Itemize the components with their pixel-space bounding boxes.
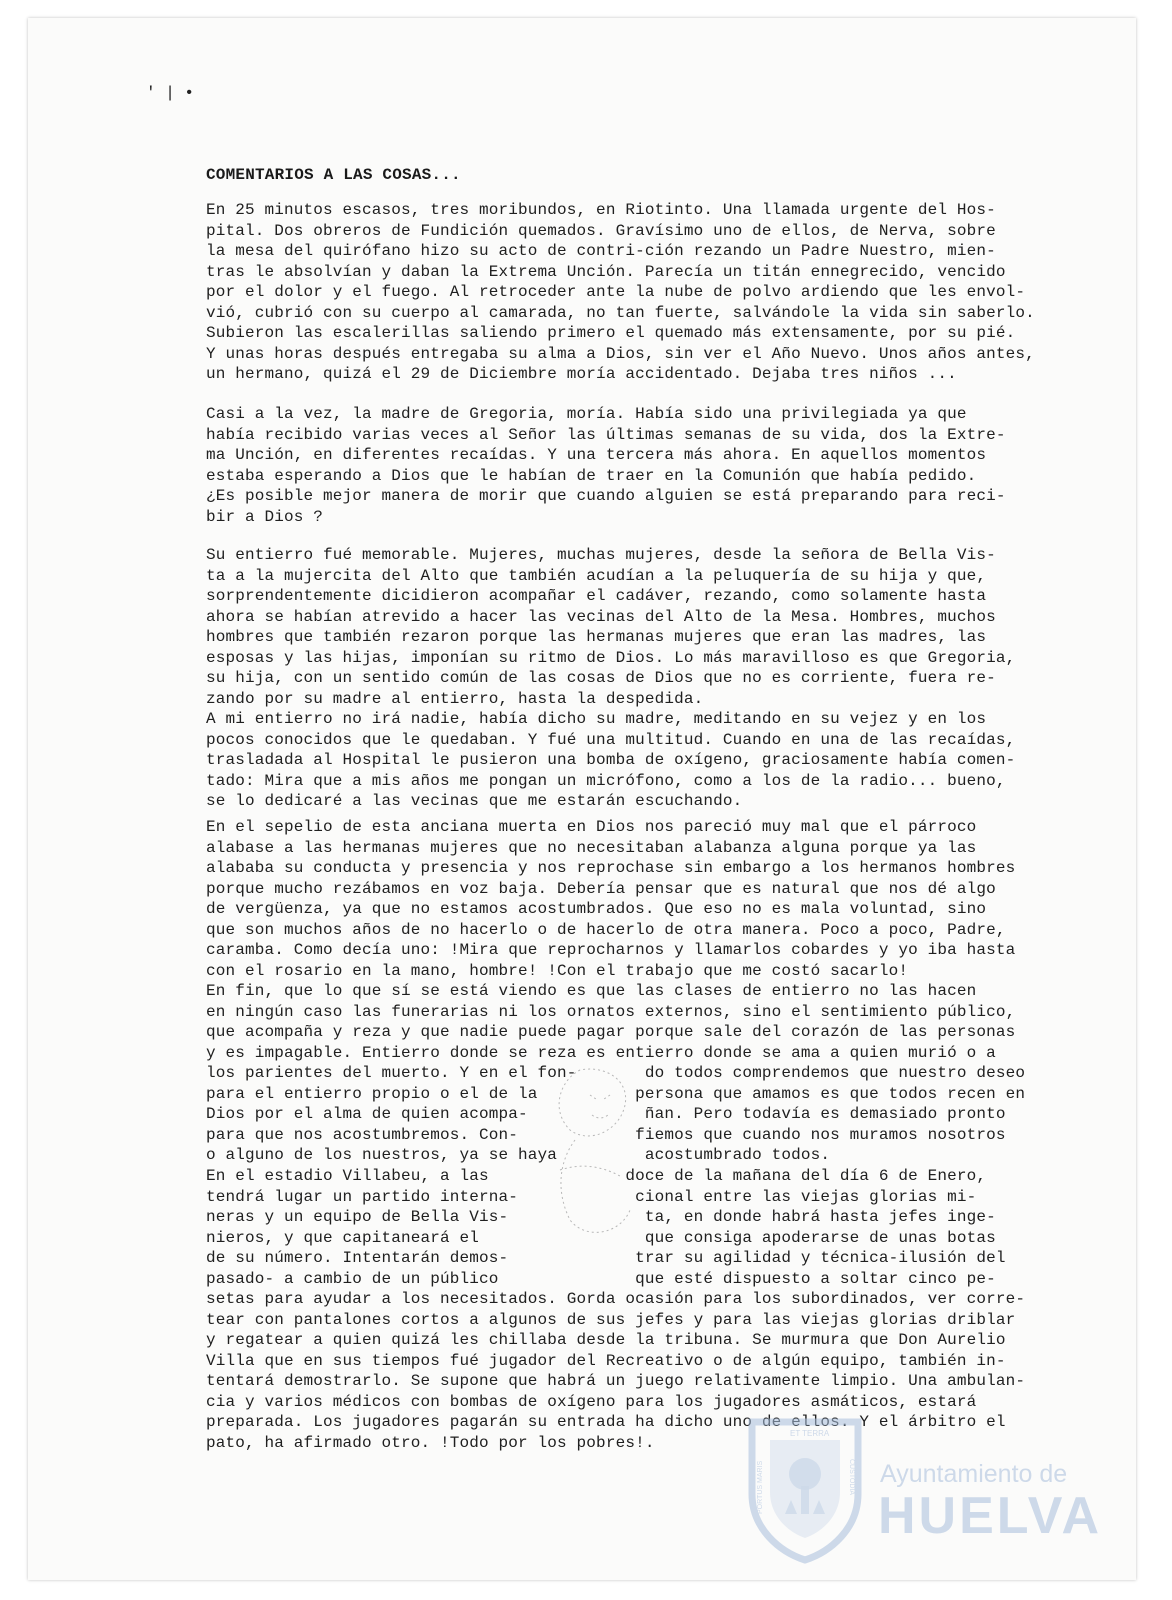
paragraph-5-line: En el estadio Villabeu, a las doce de la mañana del día 6 de Enero, <box>206 1167 987 1185</box>
paragraph-3-line: Su entierro fué memorable. Mujeres, muchas mujeres, desde la señora de Bella Vis- <box>206 546 996 564</box>
watermark-city-label: Ayuntamiento de <box>880 1460 1068 1488</box>
paragraph-3-line: A mi entierro no irá nadie, había dicho su madre, meditando en su vejez y en los <box>206 710 987 728</box>
paragraph-2-line: estaba esperando a Dios que le habían de traer en la Comunión que había pedido. <box>206 466 977 485</box>
paragraph-3-line: sorprendentemente dicidieron acompañar el cadáver, rezando, como solamente hasta <box>206 587 987 605</box>
faint-sketch-icon <box>520 1050 680 1250</box>
paragraph-5-line: nieros, y que capitaneará el que consiga apoderarse de unas botas <box>206 1228 996 1247</box>
paragraph-3-line: su hija, con un sentido común de las cosas de Dios que no es corriente, fuera re- <box>206 669 996 687</box>
paragraph-1-line: Subieron las escalerillas saliendo primero el quemado más extensamente, por su pié. <box>206 324 1016 342</box>
paragraph-2-line: ma Unción, en diferentes recaídas. Y una tercera más ahora. En aquellos momentos <box>206 446 987 464</box>
paragraph-4-line: que acompaña y reza y que nadie puede pagar porque sale del corazón de las personas <box>206 1023 1016 1041</box>
paragraph-1-line: un hermano, quizá el 29 de Diciembre moría accidentado. Dejaba tres niños ... <box>206 365 957 383</box>
paragraph-5-line: y regatear a quien quizá les chillaba desde la tribuna. Se murmura que Don Aurelio <box>206 1331 1006 1349</box>
paragraph-5-line: setas para ayudar a los necesitados. Gorda ocasión para los subordinados, ver corre- <box>206 1290 1026 1308</box>
watermark-city-name: HUELVA <box>878 1487 1103 1545</box>
margin-marks: ' | • <box>146 84 195 102</box>
paragraph-2-line: Casi a la vez, la madre de Gregoria, moría. Había sido una privilegiada ya que <box>206 405 967 423</box>
paragraph-2-line: bir a Dios ? <box>206 507 324 526</box>
paragraph-1-line: la mesa del quirófano hizo su acto de contri-ción rezando un Padre Nuestro, mien- <box>206 242 996 260</box>
paragraph-3-line: se lo dedicaré a las vecinas que me estarán escuchando. <box>206 792 743 810</box>
paragraph-4-line: porque mucho rezábamos en voz baja. Debería pensar que es natural que nos dé algo <box>206 879 996 898</box>
paragraph-3-line: tado: Mira que a mis años me pongan un micrófono, como a los de la radio... bueno, <box>206 771 1006 790</box>
paragraph-5-line: cia y varios médicos con bombas de oxígeno para los jugadores asmáticos, estará <box>206 1392 977 1411</box>
paragraph-3-line: trasladada al Hospital le pusieron una bomba de oxígeno, graciosamente había comen- <box>206 751 1016 769</box>
paragraph-1-line: En 25 minutos escasos, tres moribundos, en Riotinto. Una llamada urgente del Hos- <box>206 201 996 219</box>
paragraph-5-line: Villa que en sus tiempos fué jugador del Recreativo o de algún equipo, también in- <box>206 1351 1006 1370</box>
paragraph-4-line: y es impagable. Entierro donde se reza es entierro donde se ama a quien murió o a <box>206 1043 996 1062</box>
paragraph-5-line: tentará demostrarlo. Se supone que habrá un juego relativamente limpio. Una ambulan- <box>206 1372 1026 1390</box>
paragraph-4-line: alababa su conducta y presencia y nos reprochase sin embargo a los hermanos hombres <box>206 859 1016 877</box>
paragraph-1-line: vió, cubrió con su cuerpo al camarada, no tan fuerte, salvándole la vida sin saberlo. <box>206 303 1035 322</box>
paragraph-2-line: había recibido varias veces al Señor las últimas semanas de su vida, dos la Extre- <box>206 425 1006 444</box>
paragraph-2-line: ¿Es posible mejor manera de morir que cuando alguien se está preparando para reci- <box>206 487 1006 505</box>
paragraph-5-line: pato, ha afirmado otro. !Todo por los pobres!. <box>206 1433 655 1452</box>
paragraph-4-line: los parientes del muerto. Y en el fon- do todos comprendemos que nuestro deseo <box>206 1064 1026 1082</box>
paragraph-5-line: tendrá lugar un partido interna- cional entre las viejas glorias mi- <box>206 1187 977 1206</box>
paragraph-4-line: Dios por el alma de quien acompa- ñan. Pero todavía es demasiado pronto <box>206 1105 1006 1123</box>
logo-motto-left: PORTUS MARIS <box>757 1460 764 1514</box>
paragraph-1-line: pital. Dos obreros de Fundición quemados. Gravísimo uno de ellos, de Nerva, sobre <box>206 221 996 240</box>
huelva-coat-of-arms-icon <box>740 1414 870 1564</box>
paragraph-1-line: tras le absolvían y daban la Extrema Unción. Parecía un titán ennegrecido, vencido <box>206 262 1006 281</box>
paragraph-4-line: en ningún caso las funerarias ni los ornatos externos, sino el sentimiento público, <box>206 1002 1016 1021</box>
document-title: COMENTARIOS A LAS COSAS... <box>206 166 461 184</box>
paragraph-4-line: En el sepelio de esta anciana muerta en Dios nos pareció muy mal que el párroco <box>206 818 977 836</box>
paragraph-4-line: caramba. Como decía uno: !Mira que reprocharnos y llamarlos cobardes y yo iba hasta <box>206 941 1016 959</box>
paragraph-5-line: tear con pantalones cortos a algunos de sus jefes y para las viejas glorias driblar <box>206 1310 1016 1329</box>
paragraph-3-line: pocos conocidos que le quedaban. Y fué una multitud. Cuando en una de las recaídas, <box>206 730 1016 749</box>
ayuntamiento-huelva-watermark <box>740 1414 1140 1564</box>
paragraph-3-line: ahora se habían atrevido a hacer las vecinas del Alto de la Mesa. Hombres, muchos <box>206 607 996 626</box>
paragraph-3-line: hombres que también rezaron porque las hermanas mujeres que eran las madres, las <box>206 628 987 646</box>
logo-motto-right: CUSTODIA <box>848 1459 855 1496</box>
paragraph-3-line: ta a la mujercita del Alto que también acudían a la peluquería de su hija y que, <box>206 566 987 585</box>
paragraph-5-line: de su número. Intentarán demos- trar su agilidad y técnica-ilusión del <box>206 1249 1006 1267</box>
paragraph-5-line: preparada. Los jugadores pagarán su entrada ha dicho uno de ellos. Y el árbitro el <box>206 1413 1006 1431</box>
paragraph-4-line: con el rosario en la mano, hombre! !Con el trabajo que me costó sacarlo! <box>206 961 909 980</box>
paragraph-5-line: pasado- a cambio de un público que esté dispuesto a soltar cinco pe- <box>206 1269 996 1288</box>
paragraph-5-line: neras y un equipo de Bella Vis- ta, en donde habrá hasta jefes inge- <box>206 1208 996 1226</box>
paragraph-4-line: para que nos acostumbremos. Con- fiemos que cuando nos muramos nosotros <box>206 1125 1006 1144</box>
paragraph-3-line: esposas y las hijas, imponían su ritmo de Dios. Lo más maravilloso es que Gregoria, <box>206 648 1016 667</box>
paragraph-4-line: que son muchos años de no hacerlo o de hacerlo de otra manera. Poco a poco, Padre, <box>206 920 1006 939</box>
paragraph-3-line: zando por su madre al entierro, hasta la despedida. <box>206 689 704 708</box>
paragraph-4-line: En fin, que lo que sí se está viendo es que las clases de entierro no las hacen <box>206 982 977 1000</box>
paragraph-1-line: Y unas horas después entregaba su alma a Dios, sin ver el Año Nuevo. Unos años antes, <box>206 344 1035 363</box>
paragraph-4-line: alabase a las hermanas mujeres que no necesitaban alabanza alguna porque ya las <box>206 838 977 857</box>
paragraph-4-line: para el entierro propio o el de la persona que amamos es que todos recen en <box>206 1084 1026 1103</box>
paragraph-4-line: de vergüenza, ya que no estamos acostumbrados. Que eso no es mala voluntad, sino <box>206 900 987 918</box>
paragraph-1-line: por el dolor y el fuego. Al retroceder ante la nube de polvo ardiendo que les envol- <box>206 283 1026 301</box>
logo-motto-top: ET TERRA <box>790 1429 830 1438</box>
paragraph-4-line: o alguno de los nuestros, ya se haya acostumbrado todos. <box>206 1146 831 1164</box>
